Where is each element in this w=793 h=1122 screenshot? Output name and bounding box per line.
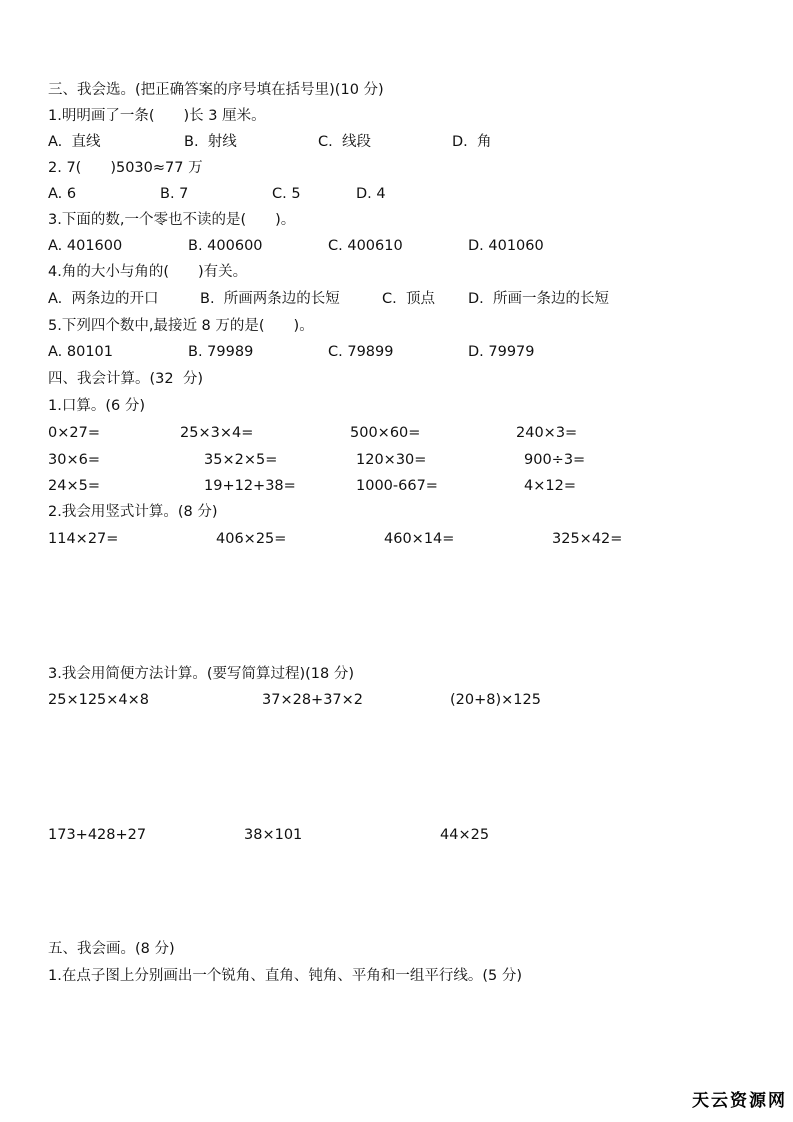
part3-title: 3.我会用简便方法计算。(要写简算过程)(18 分) xyxy=(48,666,355,682)
simplified-calc-item: 25×125×4×8 xyxy=(48,692,150,708)
q2-option-b: B. 7 xyxy=(160,186,189,202)
q3-text: 3.下面的数,一个零也不读的是( )。 xyxy=(48,212,296,228)
q4-option-d: D. 所画一条边的长短 xyxy=(468,291,609,307)
q5-text: 5.下列四个数中,最接近 8 万的是( )。 xyxy=(48,318,314,334)
q1-option-d: D. 角 xyxy=(452,134,492,150)
simplified-calc-item: 37×28+37×2 xyxy=(262,692,364,708)
q4-option-a: A. 两条边的开口 xyxy=(48,291,159,307)
section4-title: 四、我会计算。(32 分) xyxy=(48,371,203,387)
q4-option-c: C. 顶点 xyxy=(382,291,435,307)
simplified-calc-item: 173+428+27 xyxy=(48,827,147,843)
vertical-calc-item: 114×27= xyxy=(48,531,119,547)
oral-calc-item: 24×5= xyxy=(48,478,100,494)
q3-option-a: A. 401600 xyxy=(48,238,123,254)
section5-q1: 1.在点子图上分别画出一个锐角、直角、钝角、平角和一组平行线。(5 分) xyxy=(48,968,522,984)
vertical-calc-item: 325×42= xyxy=(552,531,623,547)
q1-option-b: B. 射线 xyxy=(184,134,237,150)
oral-calc-item: 1000-667= xyxy=(356,478,438,494)
q2-text: 2. 7( )5030≈77 万 xyxy=(48,160,203,176)
q4-option-b: B. 所画两条边的长短 xyxy=(200,291,340,307)
oral-calc-item: 4×12= xyxy=(524,478,576,494)
simplified-calc-item: 38×101 xyxy=(244,827,303,843)
part2-title: 2.我会用竖式计算。(8 分) xyxy=(48,504,218,520)
q5-option-c: C. 79899 xyxy=(328,344,394,360)
q5-option-a: A. 80101 xyxy=(48,344,114,360)
oral-calc-item: 900÷3= xyxy=(524,452,586,468)
oral-calc-item: 120×30= xyxy=(356,452,427,468)
q2-option-a: A. 6 xyxy=(48,186,77,202)
oral-calc-item: 35×2×5= xyxy=(204,452,278,468)
simplified-calc-item: (20+8)×125 xyxy=(450,692,541,708)
q1-option-a: A. 直线 xyxy=(48,134,101,150)
vertical-calc-item: 460×14= xyxy=(384,531,455,547)
q3-option-d: D. 401060 xyxy=(468,238,544,254)
vertical-calc-item: 406×25= xyxy=(216,531,287,547)
section3-title: 三、我会选。(把正确答案的序号填在括号里)(10 分) xyxy=(48,82,384,98)
oral-calc-item: 500×60= xyxy=(350,425,421,441)
part1-title: 1.口算。(6 分) xyxy=(48,398,145,414)
oral-calc-item: 19+12+38= xyxy=(204,478,296,494)
section5-title: 五、我会画。(8 分) xyxy=(48,941,175,957)
q3-option-b: B. 400600 xyxy=(188,238,263,254)
oral-calc-item: 240×3= xyxy=(516,425,578,441)
oral-calc-item: 25×3×4= xyxy=(180,425,254,441)
q1-option-c: C. 线段 xyxy=(318,134,371,150)
oral-calc-item: 0×27= xyxy=(48,425,100,441)
simplified-calc-item: 44×25 xyxy=(440,827,490,843)
q3-option-c: C. 400610 xyxy=(328,238,403,254)
oral-calc-item: 30×6= xyxy=(48,452,100,468)
q4-text: 4.角的大小与角的( )有关。 xyxy=(48,264,248,280)
q2-option-c: C. 5 xyxy=(272,186,301,202)
q1-text: 1.明明画了一条( )长 3 厘米。 xyxy=(48,108,266,124)
q2-option-d: D. 4 xyxy=(356,186,386,202)
watermark-logo: 天云资源网 xyxy=(692,1091,787,1111)
q5-option-d: D. 79979 xyxy=(468,344,535,360)
q5-option-b: B. 79989 xyxy=(188,344,254,360)
